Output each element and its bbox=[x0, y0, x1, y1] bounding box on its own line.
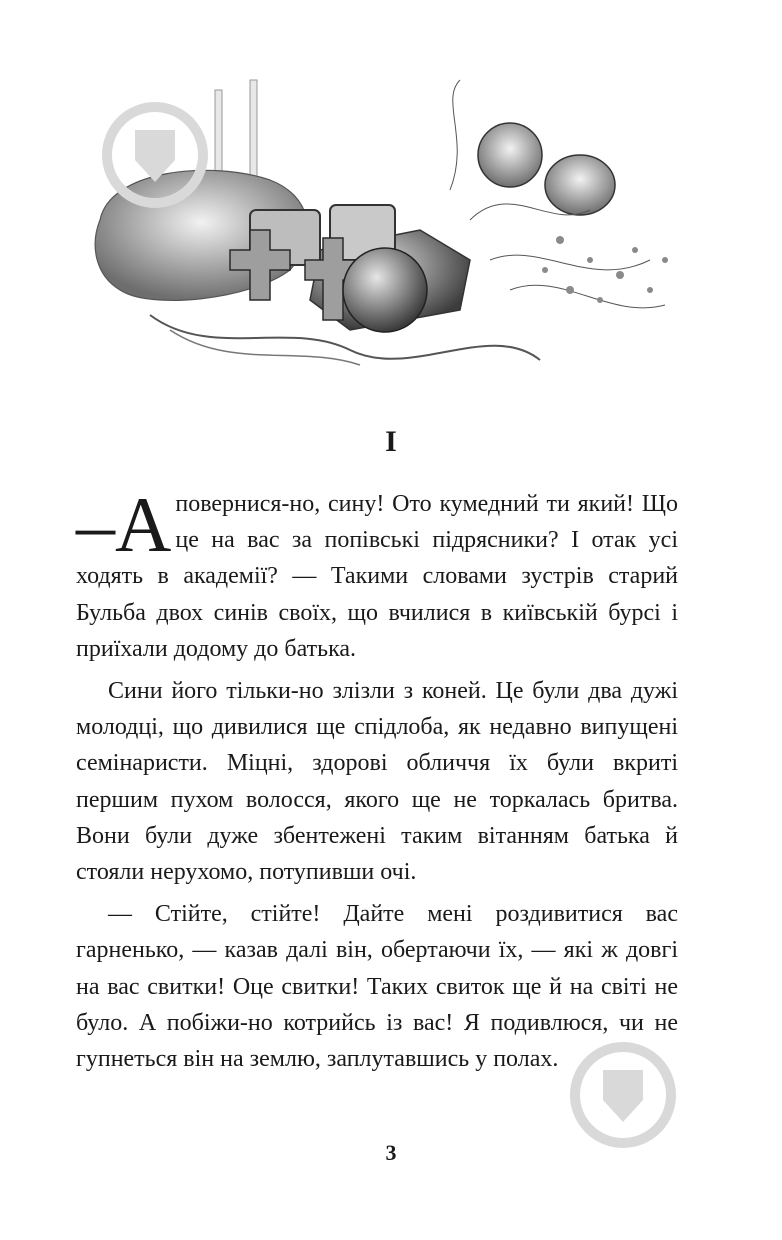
paragraph: Сини його тільки-но злізли з коней. Це були два дужі молодці, що дивилися ще спідлоба, як недавно випущені семінаристи. Міцні, здорові обличчя їх були вкриті першим пухом волосся, якого ще не торкалась бритва. Вони були дуже збентежені таким вітанням батька й стояли нерухомо, потупивши очі. bbox=[76, 678, 678, 886]
paragraph: — Стійте, стійте! Дайте мені роздивитися вас гарненько, — казав далі він, обертаючи їх, — які ж довгі на вас свитки! Оце свитки! Таких свиток ще й на світі не було. А побіжи-но котрийсь із вас! Я подивлюся, чи не гупнеться він на землю, заплутавшись у полах. bbox=[76, 901, 678, 1073]
paragraph-text: повернися-но, сину! Ото кумедний ти який! Що це на вас за попівські підрясники? І отак усі ходять в академії? — Такими словами зустрів старий Бульба двох синів своїх, що вчилися в київській бурсі і приїхали додому до батька. bbox=[76, 491, 678, 662]
watermark-logo bbox=[100, 100, 210, 210]
drop-cap: –А bbox=[76, 481, 172, 568]
chapter-text bbox=[76, 481, 678, 1083]
page-number: 3 bbox=[385, 1140, 397, 1165]
chapter-heading: I bbox=[385, 425, 397, 458]
paragraph bbox=[76, 481, 678, 667]
